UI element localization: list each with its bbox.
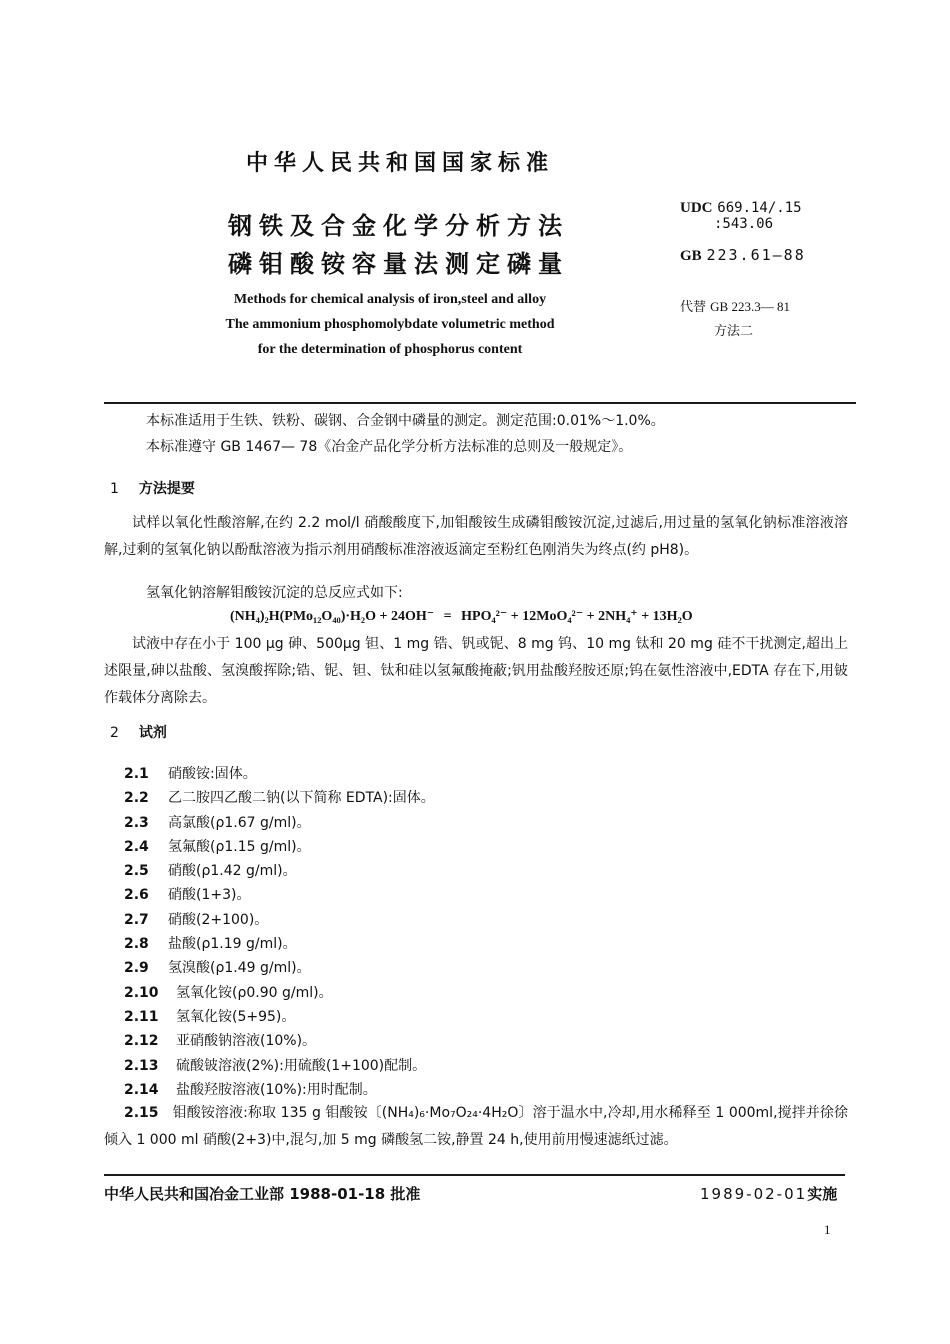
reagent-item xyxy=(124,859,435,883)
compliance-statement: 本标准遵守 GB 1467— 78《冶金产品化学分析方法标准的总则及一般规定》。 xyxy=(146,439,633,455)
reagent-item xyxy=(124,811,435,835)
effective-label: 实施 xyxy=(807,1185,838,1203)
reagent-text: 硝酸铵:固体。 xyxy=(168,766,257,782)
reagent-item xyxy=(124,932,435,956)
replaces-label: 代替 xyxy=(680,300,707,315)
reagent-number: 2.3 xyxy=(124,814,149,831)
reagent-text: 亚硝酸钠溶液(10%)。 xyxy=(176,1033,317,1050)
reagent-item xyxy=(124,762,435,786)
reagent-text: 硝酸(ρ1.42 g/ml)。 xyxy=(168,863,297,880)
reagent-number: 2.10 xyxy=(124,984,159,1001)
reagent-text: 氢氟酸(ρ1.15 g/ml)。 xyxy=(168,838,311,855)
replaces-standard xyxy=(680,296,790,315)
reagent-number: 2.15 xyxy=(124,1105,159,1121)
footer-divider xyxy=(104,1174,845,1176)
reagent-text: 硝酸(1+3)。 xyxy=(168,887,251,904)
method-summary-paragraph: 试样以氧化性酸溶解,在约 2.2 mol/l 硝酸酸度下,加钼酸铵生成磷钼酸铵沉淀,过滤后,用过量的氢氧化钠标准溶液溶解,过剩的氢氧化钠以酚酞溶液为指示剂用硝酸标准溶液返滴定至粉红色刚消失为终点(约 pH8)。 xyxy=(104,515,848,558)
reagent-item xyxy=(124,1005,435,1029)
reagent-number: 2.5 xyxy=(124,863,149,880)
section-1-heading xyxy=(110,478,195,498)
reagent-item xyxy=(124,1054,435,1078)
reagent-text: 盐酸(ρ1.19 g/ml)。 xyxy=(168,936,297,953)
reagent-item xyxy=(124,908,435,932)
reagent-text: 硫酸铍溶液(2%):用硫酸(1+100)配制。 xyxy=(176,1057,427,1074)
reagent-text: 硝酸(2+100)。 xyxy=(168,911,269,928)
document-title-line1: 钢铁及合金化学分析方法 xyxy=(228,212,569,240)
english-title-line2: The ammonium phosphomolybdate volumetric method xyxy=(225,317,555,332)
reagent-item xyxy=(124,786,435,810)
gb-label: GB xyxy=(680,248,702,264)
reagent-number: 2.4 xyxy=(124,838,149,855)
equation-equals: = xyxy=(443,609,452,624)
equation-rhs: HPO₄²⁻ + 12MoO₄²⁻ + 2NH₄⁺ + 13H₂O xyxy=(461,609,693,624)
english-title-line1: Methods for chemical analysis of iron,steel and alloy xyxy=(233,292,547,307)
reagent-text: 盐酸羟胺溶液(10%):用时配制。 xyxy=(176,1081,377,1098)
udc-value2: :543.06 xyxy=(714,216,774,232)
reagent-text: 钼酸铵溶液:称取 135 g 钼酸铵〔(NH₄)₆·Mo₇O₂₄·4H₂O〕溶于温水中,冷却,用水稀释至 1 000ml,搅拌并徐徐倾入 1 000 ml 硝酸(2+3)中,混匀,加 5 mg 磷酸氢二铵,静置 24 h,使用前用慢速滤纸过滤。 xyxy=(104,1105,848,1148)
reagent-number: 2.8 xyxy=(124,936,149,953)
national-standard-heading: 中华人民共和国国家标准 xyxy=(246,151,555,176)
reagent-text: 高氯酸(ρ1.67 g/ml)。 xyxy=(168,814,311,831)
effective-date-value: 1989-02-01 xyxy=(700,1185,808,1203)
reagent-number: 2.12 xyxy=(124,1033,159,1050)
gb-standard-number xyxy=(680,246,806,265)
english-title-line3: for the determination of phosphorus content xyxy=(257,342,523,357)
reagent-item xyxy=(124,956,435,980)
replaces-method: 方法二 xyxy=(714,324,754,339)
section-2-title: 试剂 xyxy=(138,725,167,741)
reaction-intro: 氢氧化钠溶解钼酸铵沉淀的总反应式如下: xyxy=(146,585,403,601)
reagent-item xyxy=(124,835,435,859)
reagent-item-2-15 xyxy=(104,1100,848,1154)
reagent-text: 氢氧化铵(5+95)。 xyxy=(176,1008,296,1025)
document-title-line2: 磷钼酸铵容量法测定磷量 xyxy=(228,250,569,278)
effective-date xyxy=(700,1183,837,1204)
udc-label: UDC xyxy=(680,200,713,216)
reagent-text: 氢氧化铵(ρ0.90 g/ml)。 xyxy=(176,984,333,1001)
interference-paragraph: 试液中存在小于 100 μg 砷、500μg 钽、1 mg 锆、钒或铌、8 mg 钨、10 mg 钛和 20 mg 硅不干扰测定,超出上述限量,砷以盐酸、氢溴酸挥除;锆、铌、钽、钛和硅以氢氟酸掩蔽;钒用盐酸羟胺还原;钨在氨性溶液中,EDTA 存在下,用铍作载体分离除去。 xyxy=(104,636,848,706)
replaces-value: GB 223.3— 81 xyxy=(710,299,790,314)
reagent-number: 2.13 xyxy=(124,1057,159,1074)
reagent-number: 2.7 xyxy=(124,911,149,928)
reagent-number: 2.2 xyxy=(124,790,149,807)
equation-lhs: (NH₄)₂H(PMo₁₂O₄₀)·H₂O + 24OH⁻ xyxy=(230,609,435,624)
reagent-number: 2.6 xyxy=(124,887,149,904)
gb-number: 223.61—88 xyxy=(706,246,806,264)
reagent-item xyxy=(124,1078,435,1102)
reagent-text: 氢溴酸(ρ1.49 g/ml)。 xyxy=(168,960,311,977)
section-2-heading xyxy=(110,722,167,742)
reagent-item xyxy=(124,981,435,1005)
scope-statement: 本标准适用于生铁、铁粉、碳钢、合金钢中磷量的测定。测定范围:0.01%～1.0%。 xyxy=(146,413,665,429)
udc-value-continued xyxy=(714,214,773,232)
reagent-number: 2.1 xyxy=(124,766,149,782)
approval-authority: 中华人民共和国冶金工业部 1988-01-18 批准 xyxy=(104,1185,421,1203)
reagent-list xyxy=(124,762,435,1102)
page-number: 1 xyxy=(824,1222,831,1237)
reagent-item xyxy=(124,883,435,907)
reagent-text: 乙二胺四乙酸二钠(以下简称 EDTA):固体。 xyxy=(168,790,435,807)
reagent-item xyxy=(124,1029,435,1053)
section-1-title: 方法提要 xyxy=(138,481,195,497)
reagent-number: 2.14 xyxy=(124,1081,159,1098)
reagent-number: 2.11 xyxy=(124,1008,159,1025)
reagent-number: 2.9 xyxy=(124,960,149,977)
reaction-equation xyxy=(230,608,693,625)
header-divider xyxy=(104,402,856,404)
section-2-number: 2 xyxy=(110,725,119,741)
udc-value: 669.14/.15 xyxy=(717,200,802,216)
section-1-number: 1 xyxy=(110,481,119,497)
